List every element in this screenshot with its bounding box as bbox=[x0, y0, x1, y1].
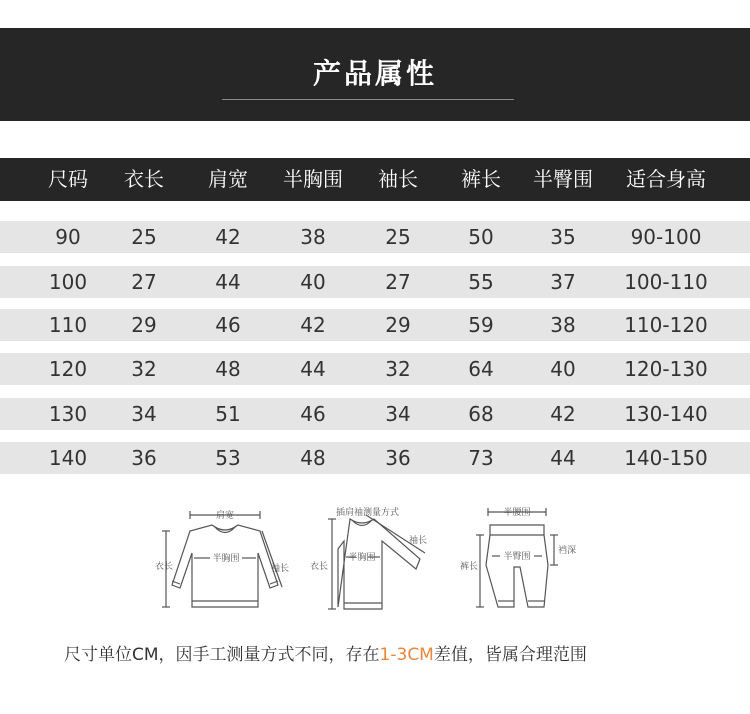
table-row bbox=[0, 442, 750, 474]
table-cell: 34 bbox=[385, 402, 411, 426]
raglan-length-label: 衣长 bbox=[310, 562, 329, 572]
footnote-highlight: 1-3CM bbox=[379, 645, 434, 665]
table-cell: 38 bbox=[300, 225, 326, 249]
size-footnote bbox=[64, 640, 587, 665]
table-cell: 36 bbox=[131, 446, 157, 470]
raglan-diagram bbox=[328, 515, 428, 609]
pants-rise-label: 裆深 bbox=[558, 546, 577, 556]
table-cell: 40 bbox=[300, 270, 326, 294]
table-cell: 51 bbox=[215, 402, 241, 426]
table-cell: 40 bbox=[550, 357, 576, 381]
table-cell: 48 bbox=[215, 357, 241, 381]
table-cell: 59 bbox=[468, 313, 494, 337]
sweater-chest-label: 半胸围 bbox=[212, 554, 240, 564]
table-cell: 44 bbox=[300, 357, 326, 381]
table-cell: 73 bbox=[468, 446, 494, 470]
table-row bbox=[0, 266, 750, 298]
table-cell: 90-100 bbox=[630, 225, 702, 249]
table-cell: 140-150 bbox=[624, 446, 708, 470]
column-header: 袖长 bbox=[378, 167, 418, 191]
sweater-length-label: 衣长 bbox=[155, 562, 174, 572]
table-cell: 27 bbox=[385, 270, 411, 294]
size-table-header bbox=[0, 158, 750, 201]
header-banner bbox=[0, 28, 750, 121]
footnote-text-after: 差值，皆属合理范围 bbox=[433, 645, 587, 665]
column-header: 适合身高 bbox=[626, 167, 706, 191]
table-cell: 32 bbox=[131, 357, 157, 381]
table-cell: 29 bbox=[385, 313, 411, 337]
table-cell: 53 bbox=[215, 446, 241, 470]
table-cell: 140 bbox=[48, 446, 88, 470]
table-cell: 42 bbox=[215, 225, 241, 249]
table-cell: 64 bbox=[468, 357, 494, 381]
table-cell: 55 bbox=[468, 270, 494, 294]
table-cell: 44 bbox=[550, 446, 576, 470]
table-row bbox=[0, 398, 750, 430]
raglan-chest-label: 半胸围 bbox=[348, 553, 376, 563]
pants-hip-label: 半臀围 bbox=[503, 552, 531, 562]
table-cell: 100-110 bbox=[624, 270, 708, 294]
raglan-sleeve-label: 袖长 bbox=[409, 536, 428, 546]
table-cell: 48 bbox=[300, 446, 326, 470]
table-cell: 27 bbox=[131, 270, 157, 294]
table-cell: 46 bbox=[300, 402, 326, 426]
table-cell: 50 bbox=[468, 225, 494, 249]
measurement-diagrams bbox=[150, 495, 590, 625]
table-cell: 46 bbox=[215, 313, 241, 337]
raglan-caption: 插肩袖测量方式 bbox=[336, 508, 400, 518]
table-cell: 34 bbox=[131, 402, 157, 426]
table-cell: 120 bbox=[48, 357, 88, 381]
table-cell: 37 bbox=[550, 270, 576, 294]
table-cell: 130 bbox=[48, 402, 88, 426]
sweater-sleeve-label: 袖长 bbox=[271, 564, 290, 574]
table-cell: 25 bbox=[385, 225, 411, 249]
table-cell: 100 bbox=[48, 270, 88, 294]
title-underline bbox=[222, 99, 514, 100]
table-cell: 130-140 bbox=[624, 402, 708, 426]
pants-length-label: 裤长 bbox=[460, 562, 479, 572]
column-header: 衣长 bbox=[124, 167, 164, 191]
table-cell: 36 bbox=[385, 446, 411, 470]
table-cell: 35 bbox=[550, 225, 576, 249]
table-cell: 29 bbox=[131, 313, 157, 337]
table-row bbox=[0, 221, 750, 253]
table-cell: 120-130 bbox=[624, 357, 708, 381]
footnote-text-before: 尺寸单位CM，因手工测量方式不同，存在 bbox=[64, 645, 380, 665]
page-title: 产品属性 bbox=[312, 57, 437, 90]
table-cell: 38 bbox=[550, 313, 576, 337]
column-header: 半胸围 bbox=[283, 167, 343, 191]
table-cell: 68 bbox=[468, 402, 494, 426]
table-cell: 110-120 bbox=[624, 313, 708, 337]
pants-waist-label: 半腰围 bbox=[503, 508, 531, 518]
table-row bbox=[0, 353, 750, 385]
column-header: 肩宽 bbox=[208, 167, 248, 191]
column-header: 尺码 bbox=[48, 167, 88, 191]
table-cell: 42 bbox=[300, 313, 326, 337]
column-header: 裤长 bbox=[461, 167, 501, 191]
table-cell: 110 bbox=[48, 313, 88, 337]
table-cell: 32 bbox=[385, 357, 411, 381]
table-cell: 25 bbox=[131, 225, 157, 249]
table-cell: 90 bbox=[55, 225, 81, 249]
sweater-shoulder-label: 肩宽 bbox=[215, 511, 235, 521]
table-cell: 44 bbox=[215, 270, 241, 294]
table-cell: 42 bbox=[550, 402, 576, 426]
column-header: 半臀围 bbox=[533, 167, 593, 191]
table-row bbox=[0, 309, 750, 341]
